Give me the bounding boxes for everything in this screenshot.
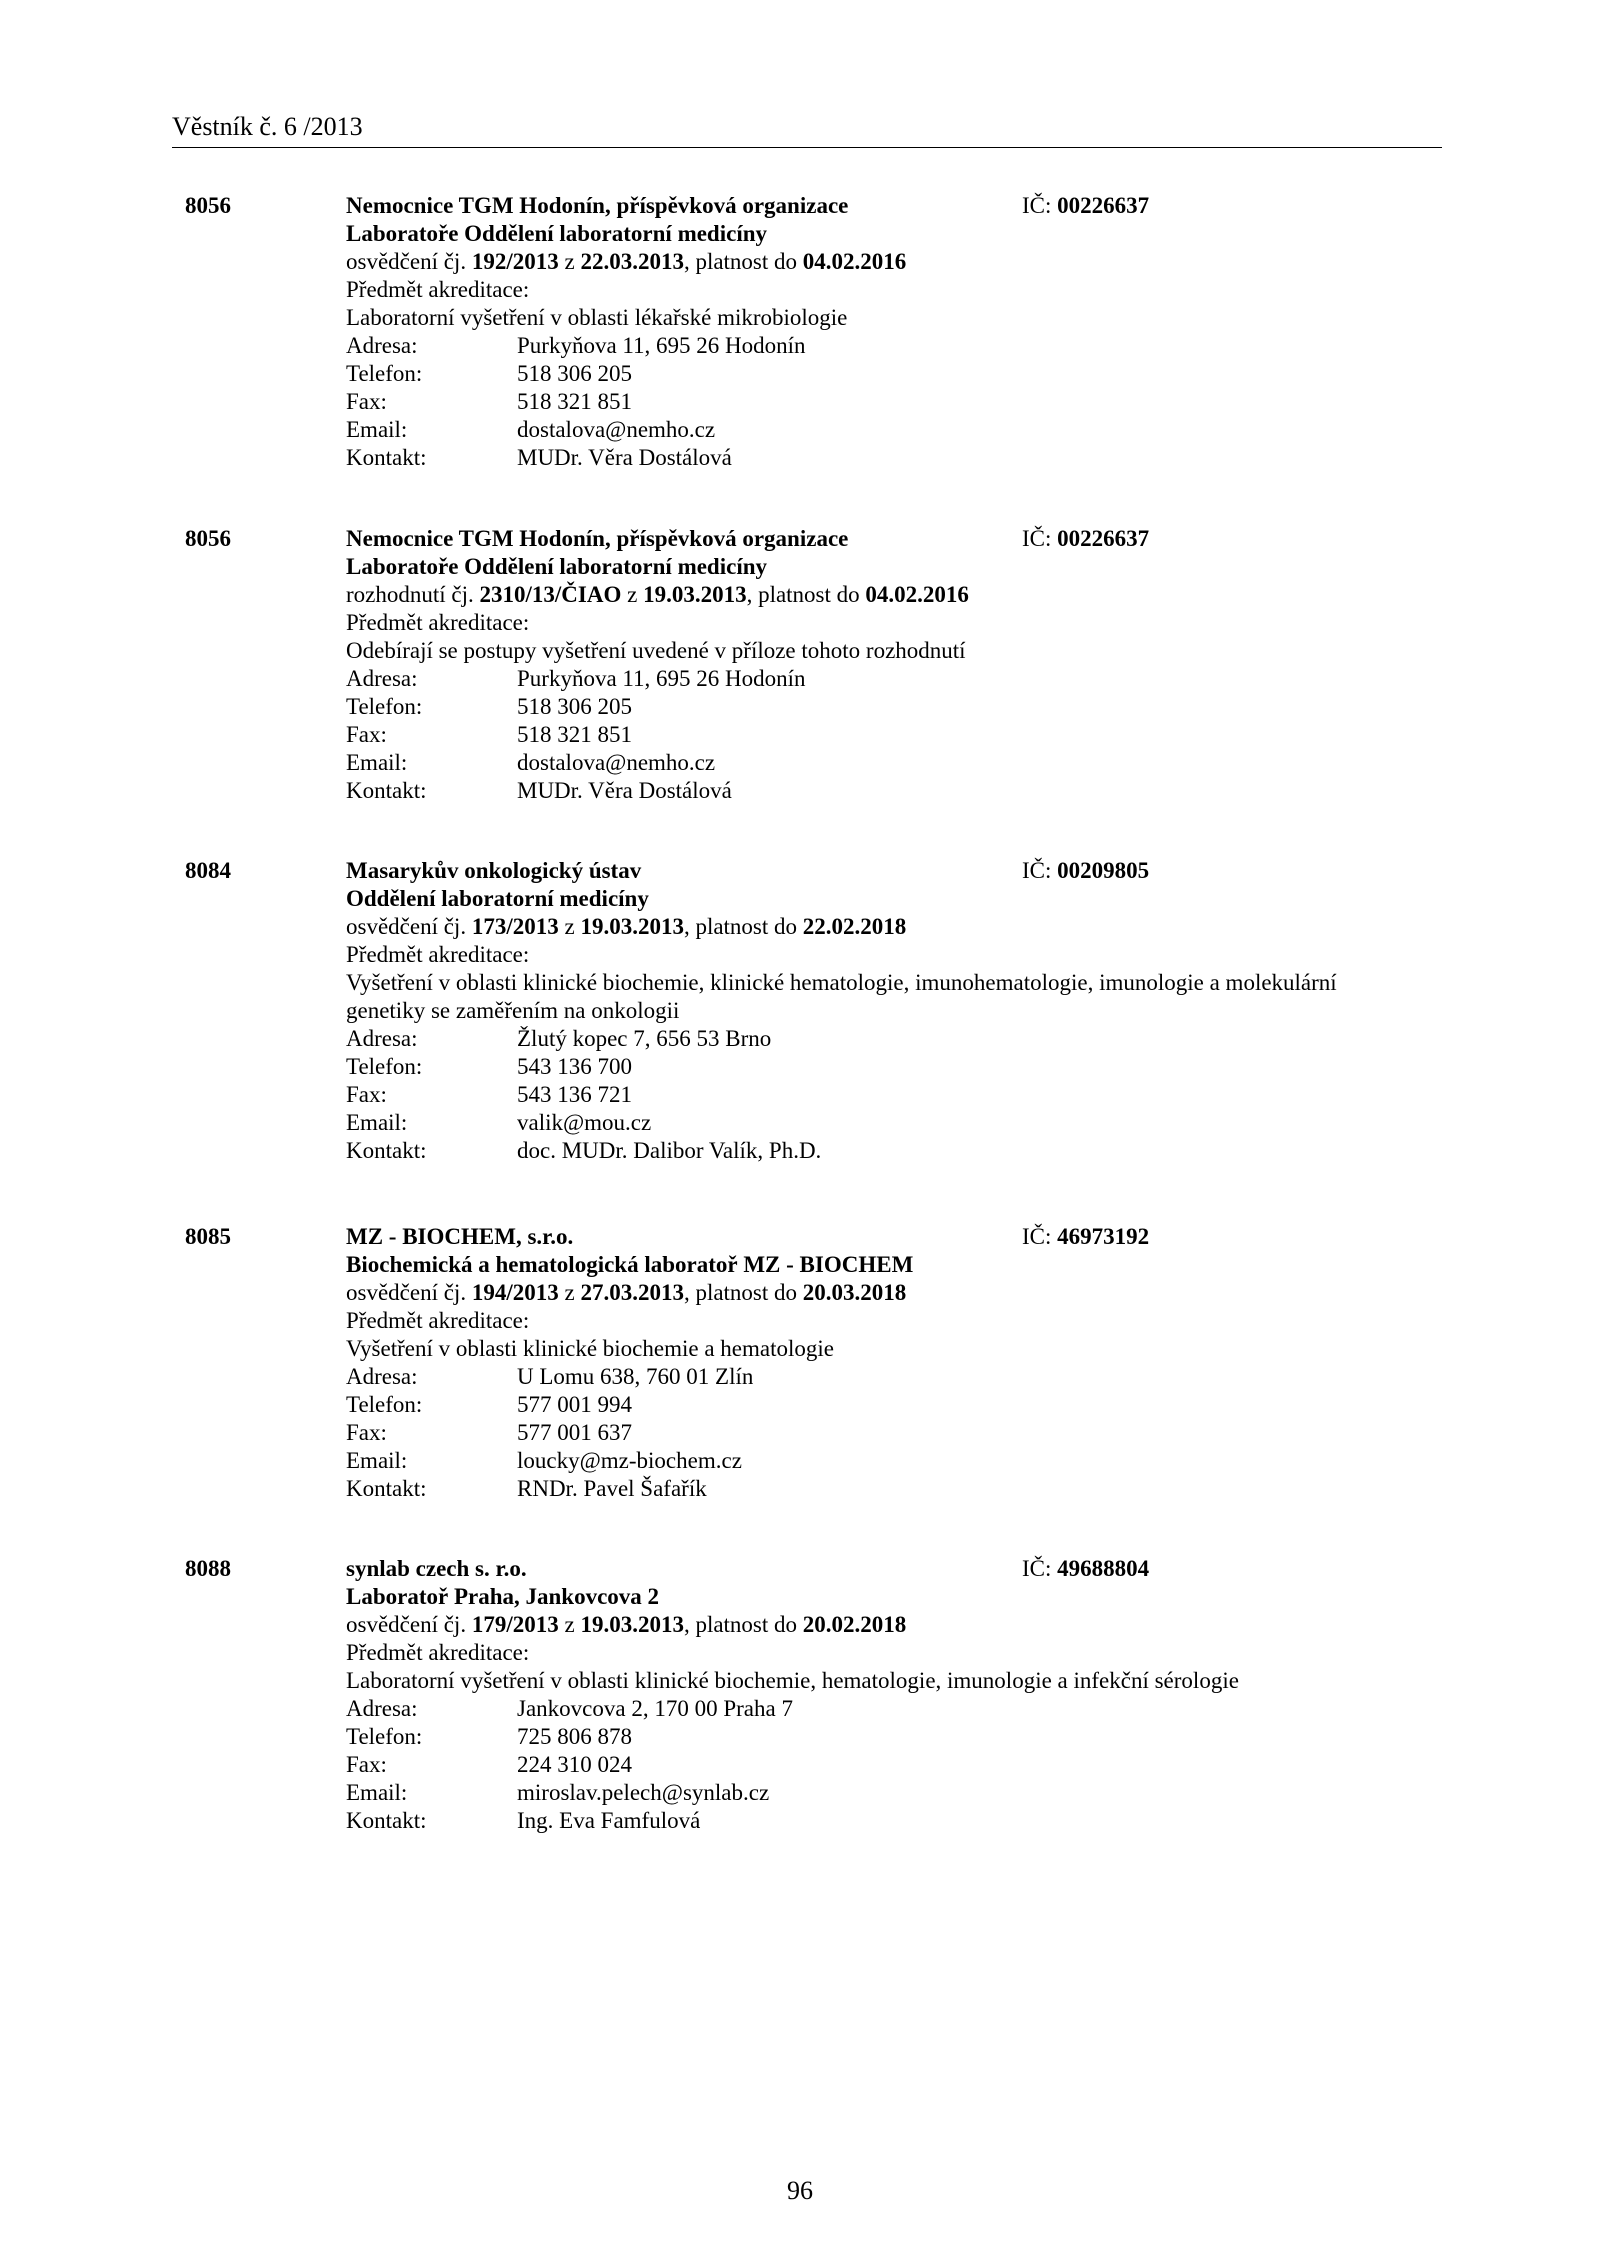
address-row [346,1363,1406,1391]
email-value: valik@mou.cz [517,1110,652,1135]
phone-row [346,360,1406,388]
phone-value: 577 001 994 [517,1392,632,1417]
company-id [1022,192,1149,220]
address-label: Adresa: [346,1026,418,1051]
email-label: Email: [346,1448,408,1473]
company-id-value: 46973192 [1057,1224,1150,1249]
company-id-value: 00209805 [1057,858,1150,883]
certificate-date: 19.03.2013 [580,1612,684,1637]
company-id-label: IČ: [1022,1556,1058,1581]
page-header-title: Věstník č. 6 /2013 [172,112,363,141]
laboratory-name: Laboratoře Oddělení laboratorní medicíny [346,221,768,246]
fax-value: 518 321 851 [517,389,632,414]
certificate-date: 27.03.2013 [580,1280,684,1305]
contact-value: MUDr. Věra Dostálová [517,445,732,470]
certificate-validity-label: , platnost do [746,582,866,607]
certificate-line [346,1611,1406,1639]
email-row [346,1779,1406,1807]
certificate-prefix: osvědčení čj. [346,1280,472,1305]
fax-label: Fax: [346,1420,387,1445]
laboratory-name: Oddělení laboratorní medicíny [346,886,649,911]
phone-row [346,1723,1406,1751]
organization-row [346,857,1406,885]
company-id-label: IČ: [1022,526,1058,551]
subject-text: Vyšetření v oblasti klinické biochemie, klinické hematologie, imunohematologie, imunologie a molekulární genetiky se zaměřením na onkologii [346,970,1337,1023]
email-value: dostalova@nemho.cz [517,417,716,442]
certificate-validity-label: , platnost do [683,249,803,274]
email-label: Email: [346,417,408,442]
company-id [1022,1223,1149,1251]
subject-label: Předmět akreditace: [346,1640,530,1665]
entry-number: 8056 [185,193,231,218]
laboratory-name: Laboratoře Oddělení laboratorní medicíny [346,554,768,579]
contact-row [346,444,1406,472]
contact-row [346,777,1406,805]
fax-value: 543 136 721 [517,1082,632,1107]
certificate-number: 192/2013 [471,249,559,274]
certificate-prefix: osvědčení čj. [346,1612,472,1637]
certificate-date: 19.03.2013 [580,914,684,939]
address-label: Adresa: [346,333,418,358]
certificate-prefix: rozhodnutí čj. [346,582,480,607]
email-row [346,749,1406,777]
subject-text: Laboratorní vyšetření v oblasti klinické biochemie, hematologie, imunologie a infekční sérologie [346,1668,1239,1693]
address-value: Purkyňova 11, 695 26 Hodonín [517,333,806,358]
certificate-date: 22.03.2013 [580,249,684,274]
entry-number: 8088 [185,1556,231,1581]
email-row [346,1109,1406,1137]
certificate-z: z [558,1612,581,1637]
fax-label: Fax: [346,389,387,414]
phone-row [346,693,1406,721]
certificate-number: 194/2013 [471,1280,559,1305]
fax-label: Fax: [346,1082,387,1107]
fax-row [346,1751,1406,1779]
certificate-valid-until: 04.02.2016 [802,249,907,274]
address-row [346,332,1406,360]
certificate-valid-until: 22.02.2018 [802,914,907,939]
certificate-line [346,248,1406,276]
subject-label: Předmět akreditace: [346,610,530,635]
fax-row [346,1419,1406,1447]
email-value: loucky@mz-biochem.cz [517,1448,742,1473]
company-id [1022,525,1149,553]
address-row [346,1695,1406,1723]
certificate-prefix: osvědčení čj. [346,249,472,274]
entry-body [346,1555,1406,1835]
company-id-value: 00226637 [1057,526,1150,551]
subject-label: Předmět akreditace: [346,942,530,967]
phone-value: 518 306 205 [517,361,632,386]
company-id-label: IČ: [1022,858,1058,883]
subject-label: Předmět akreditace: [346,1308,530,1333]
entry-body [346,525,1406,805]
address-row [346,1025,1406,1053]
subject-text: Laboratorní vyšetření v oblasti lékařské mikrobiologie [346,305,848,330]
email-label: Email: [346,750,408,775]
certificate-line [346,1279,1406,1307]
phone-value: 725 806 878 [517,1724,632,1749]
organization-row [346,1555,1406,1583]
certificate-valid-until: 20.03.2018 [802,1280,907,1305]
contact-label: Kontakt: [346,778,427,803]
address-value: U Lomu 638, 760 01 Zlín [517,1364,754,1389]
email-value: dostalova@nemho.cz [517,750,716,775]
company-id-label: IČ: [1022,193,1058,218]
contact-label: Kontakt: [346,1808,427,1833]
email-row [346,1447,1406,1475]
organization-name: synlab czech s. r.o. [346,1556,527,1581]
phone-row [346,1053,1406,1081]
fax-row [346,1081,1406,1109]
organization-row [346,192,1406,220]
certificate-number: 179/2013 [471,1612,559,1637]
entry-number: 8085 [185,1224,231,1249]
laboratory-name: Biochemická a hematologická laboratoř MZ - BIOCHEM [346,1252,914,1277]
address-value: Jankovcova 2, 170 00 Praha 7 [517,1696,793,1721]
fax-label: Fax: [346,1752,387,1777]
certificate-prefix: osvědčení čj. [346,914,472,939]
certificate-z: z [558,1280,581,1305]
certificate-number: 2310/13/ČIAO [479,582,622,607]
phone-label: Telefon: [346,1724,423,1749]
phone-label: Telefon: [346,361,423,386]
address-row [346,665,1406,693]
email-value: miroslav.pelech@synlab.cz [517,1780,770,1805]
contact-label: Kontakt: [346,445,427,470]
address-label: Adresa: [346,666,418,691]
contact-label: Kontakt: [346,1476,427,1501]
fax-row [346,721,1406,749]
header-divider [172,147,1442,148]
subject-text: Odebírají se postupy vyšetření uvedené v příloze tohoto rozhodnutí [346,638,966,663]
certificate-validity-label: , platnost do [683,914,803,939]
email-row [346,416,1406,444]
organization-row [346,1223,1406,1251]
phone-label: Telefon: [346,1054,423,1079]
certificate-z: z [558,914,581,939]
address-value: Žlutý kopec 7, 656 53 Brno [517,1026,772,1051]
company-id [1022,857,1149,885]
phone-row [346,1391,1406,1419]
certificate-validity-label: , platnost do [683,1612,803,1637]
laboratory-name: Laboratoř Praha, Jankovcova 2 [346,1584,660,1609]
organization-name: MZ - BIOCHEM, s.r.o. [346,1224,574,1249]
subject-label: Předmět akreditace: [346,277,530,302]
fax-value: 518 321 851 [517,722,632,747]
organization-name: Nemocnice TGM Hodonín, příspěvková organizace [346,193,849,218]
address-label: Adresa: [346,1364,418,1389]
certificate-valid-until: 20.02.2018 [802,1612,907,1637]
email-label: Email: [346,1780,408,1805]
contact-value: MUDr. Věra Dostálová [517,778,732,803]
contact-label: Kontakt: [346,1138,427,1163]
fax-value: 577 001 637 [517,1420,632,1445]
company-id-value: 49688804 [1057,1556,1150,1581]
contact-row [346,1137,1406,1165]
entry-body [346,857,1406,1165]
certificate-line [346,581,1406,609]
certificate-z: z [621,582,644,607]
organization-name: Nemocnice TGM Hodonín, příspěvková organizace [346,526,849,551]
certificate-date: 19.03.2013 [643,582,747,607]
organization-name: Masarykův onkologický ústav [346,858,642,883]
entry-number: 8084 [185,858,231,883]
certificate-number: 173/2013 [471,914,559,939]
contact-row [346,1807,1406,1835]
certificate-z: z [558,249,581,274]
company-id-value: 00226637 [1057,193,1150,218]
certificate-validity-label: , platnost do [683,1280,803,1305]
address-value: Purkyňova 11, 695 26 Hodonín [517,666,806,691]
fax-value: 224 310 024 [517,1752,632,1777]
entry-body [346,192,1406,472]
address-label: Adresa: [346,1696,418,1721]
fax-row [346,388,1406,416]
entry-body [346,1223,1406,1503]
certificate-valid-until: 04.02.2016 [865,582,969,607]
phone-value: 543 136 700 [517,1054,632,1079]
phone-value: 518 306 205 [517,694,632,719]
certificate-line [346,913,1406,941]
subject-text: Vyšetření v oblasti klinické biochemie a hematologie [346,1336,834,1361]
phone-label: Telefon: [346,1392,423,1417]
contact-row [346,1475,1406,1503]
phone-label: Telefon: [346,694,423,719]
contact-value: doc. MUDr. Dalibor Valík, Ph.D. [517,1138,822,1163]
email-label: Email: [346,1110,408,1135]
contact-value: Ing. Eva Famfulová [517,1808,701,1833]
organization-row [346,525,1406,553]
contact-value: RNDr. Pavel Šafařík [517,1476,707,1501]
company-id-label: IČ: [1022,1224,1058,1249]
fax-label: Fax: [346,722,387,747]
page-number: 96 [787,2176,813,2205]
company-id [1022,1555,1149,1583]
entry-number: 8056 [185,526,231,551]
